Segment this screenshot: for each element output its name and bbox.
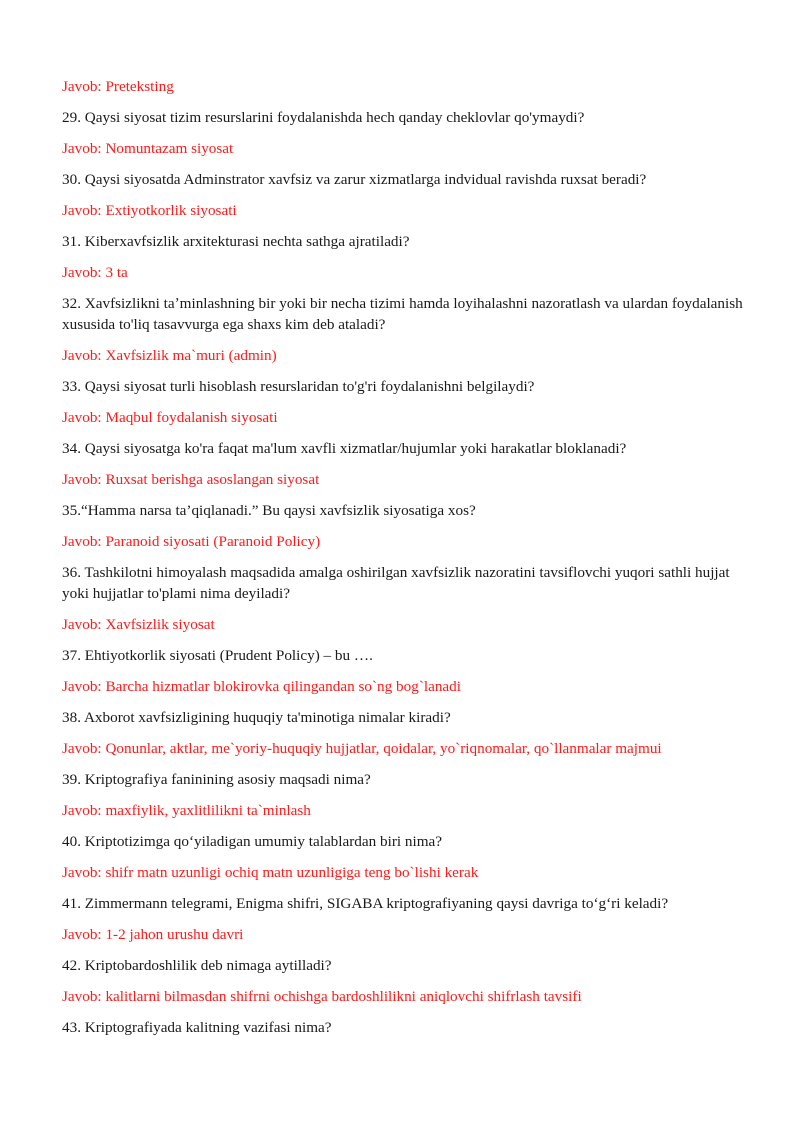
question-35: 35.“Hamma narsa ta’qiqlanadi.” Bu qaysi xavfsizlik siyosatiga xos? — [62, 502, 476, 519]
answer-30: Javob: Extiyotkorlik siyosati — [62, 202, 237, 219]
answer-37: Javob: Barcha hizmatlar blokirovka qilingandan so`ng bog`lanadi — [62, 678, 461, 695]
answer-33: Javob: Maqbul foydalanish siyosati — [62, 409, 278, 426]
answer-36: Javob: Xavfsizlik siyosat — [62, 616, 215, 633]
answer-29: Javob: Nomuntazam siyosat — [62, 140, 234, 157]
question-30: 30. Qaysi siyosatda Adminstrator xavfsiz va zarur xizmatlarga indvidual ravishda ruxsat beradi? — [62, 171, 647, 188]
question-41: 41. Zimmermann telegrami, Enigma shifri, SIGABA kriptografiyaning qaysi davriga to‘g‘ri keladi? — [62, 895, 669, 912]
question-42: 42. Kriptobardoshlilik deb nimaga aytilladi? — [62, 957, 332, 974]
question-39: 39. Kriptografiya faninining asosiy maqsadi nima? — [62, 771, 371, 788]
question-34: 34. Qaysi siyosatga ko'ra faqat ma'lum xavfli xizmatlar/hujumlar yoki harakatlar bloklanadi? — [62, 440, 627, 457]
document-page — [62, 76, 752, 1038]
question-36: 36. Tashkilotni himoyalash maqsadida amalga oshirilgan xavfsizlik nazoratini tavsiflovchi yuqori sathli hujjat yoki hujjatlar to'plami nima deyiladi? — [62, 564, 730, 602]
question-40: 40. Kriptotizimga qo‘yiladigan umumiy talablardan biri nima? — [62, 833, 443, 850]
answer-39: Javob: maxfiylik, yaxlitlilikni ta`minlash — [62, 802, 311, 819]
answer-34: Javob: Ruxsat berishga asoslangan siyosat — [62, 471, 320, 488]
answer-31: Javob: 3 ta — [62, 264, 128, 281]
answer-40: Javob: shifr matn uzunligi ochiq matn uzunligiga teng bo`lishi kerak — [62, 864, 479, 881]
answer-32: Javob: Xavfsizlik ma`muri (admin) — [62, 347, 277, 364]
question-37: 37. Ehtiyotkorlik siyosati (Prudent Policy) – bu …. — [62, 647, 373, 664]
answer-42: Javob: kalitlarni bilmasdan shifrni ochishga bardoshlilikni aniqlovchi shifrlash tavsifi — [62, 988, 582, 1005]
answer-41: Javob: 1-2 jahon urushu davri — [62, 926, 244, 943]
answer-35: Javob: Paranoid siyosati (Paranoid Policy) — [62, 533, 321, 550]
question-38: 38. Axborot xavfsizligining huquqiy ta'minotiga nimalar kiradi? — [62, 709, 451, 726]
question-31: 31. Kiberxavfsizlik arxitekturasi nechta sathga ajratiladi? — [62, 233, 410, 250]
question-29: 29. Qaysi siyosat tizim resurslarini foydalanishda hech qanday cheklovlar qo'ymaydi? — [62, 109, 585, 126]
answer-38: Javob: Qonunlar, aktlar, me`yoriy-huquqiy hujjatlar, qoidalar, yo`riqnomalar, qo`llanmalar majmui — [62, 740, 662, 757]
question-32: 32. Xavfsizlikni taʼminlashning bir yoki bir necha tizimi hamda loyihalashni nazoratlash va ulardan foydalanish xususida to'liq tasavvurga ega shaxs kim deb ataladi? — [62, 295, 743, 333]
question-43: 43. Kriptografiyada kalitning vazifasi nima? — [62, 1019, 332, 1036]
question-33: 33. Qaysi siyosat turli hisoblash resurslaridan to'g'ri foydalanishni belgilaydi? — [62, 378, 535, 395]
answer-28: Javob: Preteksting — [62, 78, 174, 95]
